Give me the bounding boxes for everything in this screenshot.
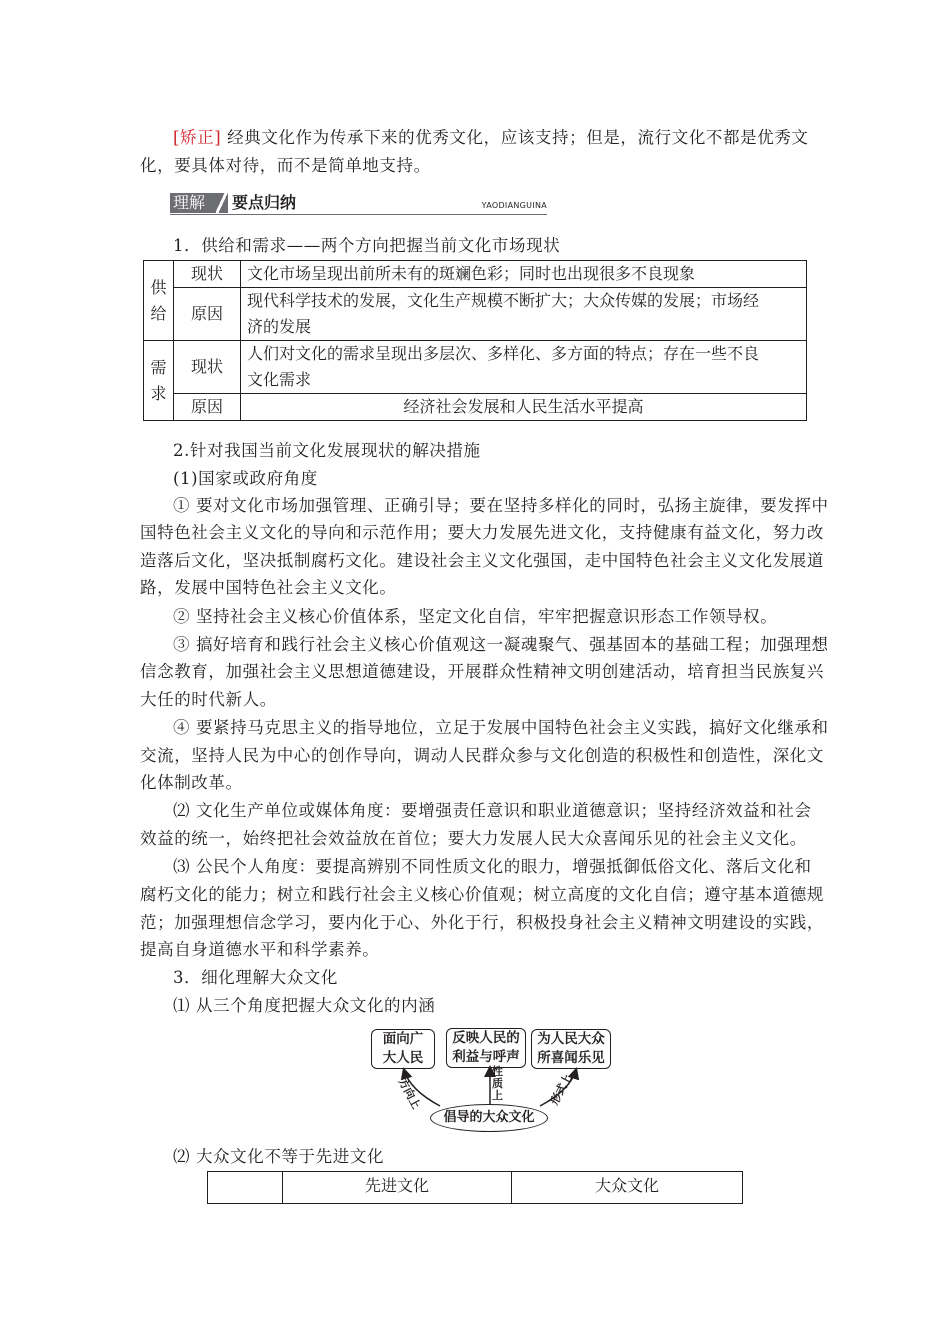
section-header-slash	[216, 193, 228, 213]
section-header-pinyin: YAODIANGUINA	[481, 201, 547, 210]
supply-label-char-2: 给	[150, 303, 167, 323]
correction-tag: [矫正]	[173, 128, 222, 147]
point2-s3-line2: 腐朽文化的能力；树立和践行社会主义核心价值观；树立高度的文化自信；遵守基本道德规	[140, 885, 824, 904]
point3-sub2: ⑵ 大众文化不等于先进文化	[173, 1147, 385, 1166]
point1-heading: 1．供给和需求——两个方向把握当前文化市场现状	[173, 236, 561, 255]
section-header-rule	[170, 214, 547, 215]
diagram-center-oval: 倡导的大众文化	[430, 1104, 548, 1132]
point2-c1-line2: 国特色社会主义文化的导向和示范作用；要大力发展先进文化，支持健康有益文化，努力改	[140, 523, 824, 542]
demand-label-char-1: 需	[150, 357, 167, 377]
point2-s2-line2: 效益的统一，始终把社会效益放在首位；要大力发展人民大众喜闻乐见的社会主义文化。	[140, 829, 807, 848]
supply-cause-label: 原因	[174, 288, 241, 341]
table-row	[208, 1172, 743, 1204]
diagram-label-nature-char2: 质	[492, 1077, 503, 1090]
point2-s2-line1: ⑵ 文化生产单位或媒体角度：要增强责任意识和职业道德意识；坚持经济效益和社会	[173, 801, 812, 820]
correction-text-1: 经典文化作为传承下来的优秀文化，应该支持；但是，流行文化不都是优秀文	[221, 128, 809, 147]
supply-status-text: 文化市场呈现出前所未有的斑斓色彩；同时也出现很多不良现象	[241, 261, 807, 288]
point2-c4-line2: 交流，坚持人民为中心的创作导向，调动人民群众参与文化创造的积极性和创造性，深化文	[140, 746, 824, 765]
section-header-bar	[170, 193, 547, 213]
comparison-col-mass: 大众文化	[512, 1172, 743, 1204]
demand-status-label: 现状	[174, 341, 241, 394]
section-header-label: 理解	[170, 193, 223, 213]
point2-s3-line1: ⑶ 公民个人角度：要提高辨别不同性质文化的眼力，增强抵御低俗文化、落后文化和	[173, 857, 812, 876]
supply-status-label: 现状	[174, 261, 241, 288]
point2-c1-line3: 造落后文化，坚决抵制腐朽文化。建设社会主义文化强国，走中国特色社会主义文化发展道	[140, 551, 824, 570]
diagram-box-nature-line2: 利益与呼声	[452, 1049, 520, 1065]
supply-cause-text	[241, 288, 807, 341]
comparison-col-blank	[208, 1172, 283, 1204]
diagram-box-direction-line2: 大人民	[382, 1050, 424, 1066]
point2-c3-line3: 大任的时代新人。	[140, 690, 277, 709]
point3-sub1: ⑴ 从三个角度把握大众文化的内涵	[173, 996, 436, 1015]
point2-c3-line1: ③ 搞好培育和践行社会主义核心价值观这一凝魂聚气、强基固本的基础工程；加强理想	[173, 635, 829, 654]
diagram-box-nature-line1: 反映人民的	[452, 1030, 520, 1046]
diagram-label-form: 形式上	[547, 1071, 575, 1108]
diagram-box-form-line2: 所喜闻乐见	[537, 1050, 605, 1066]
point3-heading: 3．细化理解大众文化	[173, 968, 338, 987]
point2-c1-line4: 路，发展中国特色社会主义文化。	[140, 578, 397, 597]
correction-line-2: 化，要具体对待，而不是简单地支持。	[140, 156, 431, 175]
table-row	[144, 394, 807, 421]
diagram-label-nature-char3: 上	[492, 1089, 503, 1102]
demand-status-line-1: 人们对文化的需求呈现出多层次、多样化、多方面的特点；存在一些不良	[247, 344, 760, 363]
point2-heading: 2.针对我国当前文化发展现状的解决措施	[173, 441, 481, 460]
section-header-title: 要点归纳	[232, 193, 297, 212]
diagram-box-direction-line1: 面向广	[382, 1031, 424, 1047]
point2-c1-line1: ① 要对文化市场加强管理、正确引导；要在坚持多样化的同时，弘扬主旋律，要发挥中	[173, 496, 829, 515]
table-row	[144, 288, 807, 341]
supply-label-cell	[144, 261, 174, 341]
diagram-label-direction: 方向上	[395, 1075, 423, 1112]
supply-cause-line-1: 现代科学技术的发展，文化生产规模不断扩大；大众传媒的发展；市场经	[247, 291, 760, 310]
table-row	[144, 261, 807, 288]
supply-label-char-1: 供	[150, 277, 167, 297]
demand-status-line-2: 文化需求	[247, 370, 312, 389]
point2-c2-line1: ② 坚持社会主义核心价值体系，坚定文化自信，牢牢把握意识形态工作领导权。	[173, 607, 778, 626]
supply-cause-line-2: 济的发展	[247, 317, 312, 336]
point2-c4-line3: 化体制改革。	[140, 773, 243, 792]
point2-s3-line3: 范；加强理想信念学习，要内化于心、外化于行，积极投身社会主义精神文明建设的实践，	[140, 913, 824, 932]
diagram-label-nature	[492, 1066, 504, 1102]
point2-c4-line1: ④ 要紧持马克思主义的指导地位，立足于发展中国特色社会主义实践，搞好文化继承和	[173, 718, 829, 737]
comparison-table	[207, 1171, 743, 1204]
point2-c3-line2: 信念教育，加强社会主义思想道德建设，开展群众性精神文明创建活动，培育担当民族复兴	[140, 662, 824, 681]
correction-line-1	[173, 124, 809, 148]
diagram-label-nature-char1: 性	[492, 1065, 503, 1078]
demand-status-text	[241, 341, 807, 394]
demand-label-cell	[144, 341, 174, 421]
supply-demand-table	[143, 260, 807, 421]
point2-s3-line4: 提高自身道德水平和科学素养。	[140, 940, 380, 959]
demand-cause-label: 原因	[174, 394, 241, 421]
demand-cause-text: 经济社会发展和人民生活水平提高	[241, 394, 807, 421]
demand-label-char-2: 求	[150, 383, 167, 403]
point2-sub1: (1)国家或政府角度	[173, 469, 318, 488]
diagram-box-form-line1: 为人民大众	[537, 1031, 605, 1047]
comparison-col-advanced: 先进文化	[283, 1172, 512, 1204]
table-row	[144, 341, 807, 394]
